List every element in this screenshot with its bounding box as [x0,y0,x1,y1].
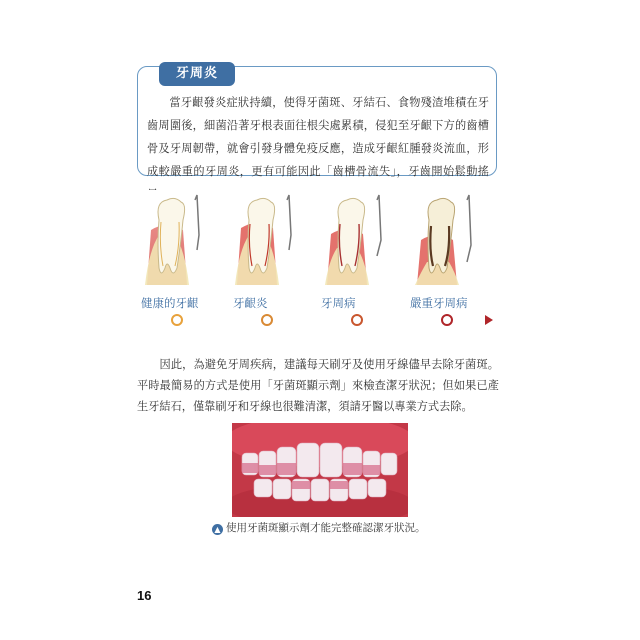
tooth-healthy [145,195,199,285]
tooth-gingivitis [235,195,291,285]
timeline-marker-gingivitis [262,315,272,325]
arrow-up-circle-icon: ▲ [212,524,223,535]
stage-label-periodontitis: 牙周病 [321,296,356,310]
timeline-arrow-icon [485,315,493,325]
info-box-title: 牙周炎 [159,62,235,86]
body-paragraph [137,354,499,417]
timeline-marker-severe [442,315,452,325]
info-box-text: 當牙齦發炎症狀持續，使得牙菌斑、牙結石、食物殘渣堆積在牙齒周圍後，細菌沿著牙根表面往根尖處累積，侵犯至牙齦下方的齒槽骨及牙周韌帶，就會引發身體免疫反應，造成牙齦紅腫發炎流血，形成較嚴重的牙周炎，更有可能因此「齒槽骨流失」，牙齒開始鬆動搖 [147,96,489,178]
teeth-photo-svg [232,423,408,517]
photo-caption [212,520,442,535]
stage-label-healthy: 健康的牙齦 [141,296,199,310]
photo-caption-text: 使用牙菌斑顯示劑才能完整確認潔牙狀況。 [226,522,426,534]
timeline-marker-periodontitis [352,315,362,325]
tooth-periodontitis [325,195,381,285]
stage-label-severe: 嚴重牙周病 [410,296,468,310]
body-paragraph-text: 因此，為避免牙周疾病，建議每天刷牙及使用牙線儘早去除牙菌斑。平時最簡易的方式是使用「牙菌斑顯示劑」來檢查潔牙狀況；但如果已產生牙結石，僅靠刷牙和牙線也很難清潔，須請牙醫以專業方式去除。 [137,358,499,413]
disclosing-agent-photo [232,423,408,517]
tooth-severe-periodontitis [415,195,471,285]
page-number: 16 [137,588,152,603]
timeline-marker-healthy [172,315,182,325]
stage-label-gingivitis: 牙齦炎 [233,296,268,310]
